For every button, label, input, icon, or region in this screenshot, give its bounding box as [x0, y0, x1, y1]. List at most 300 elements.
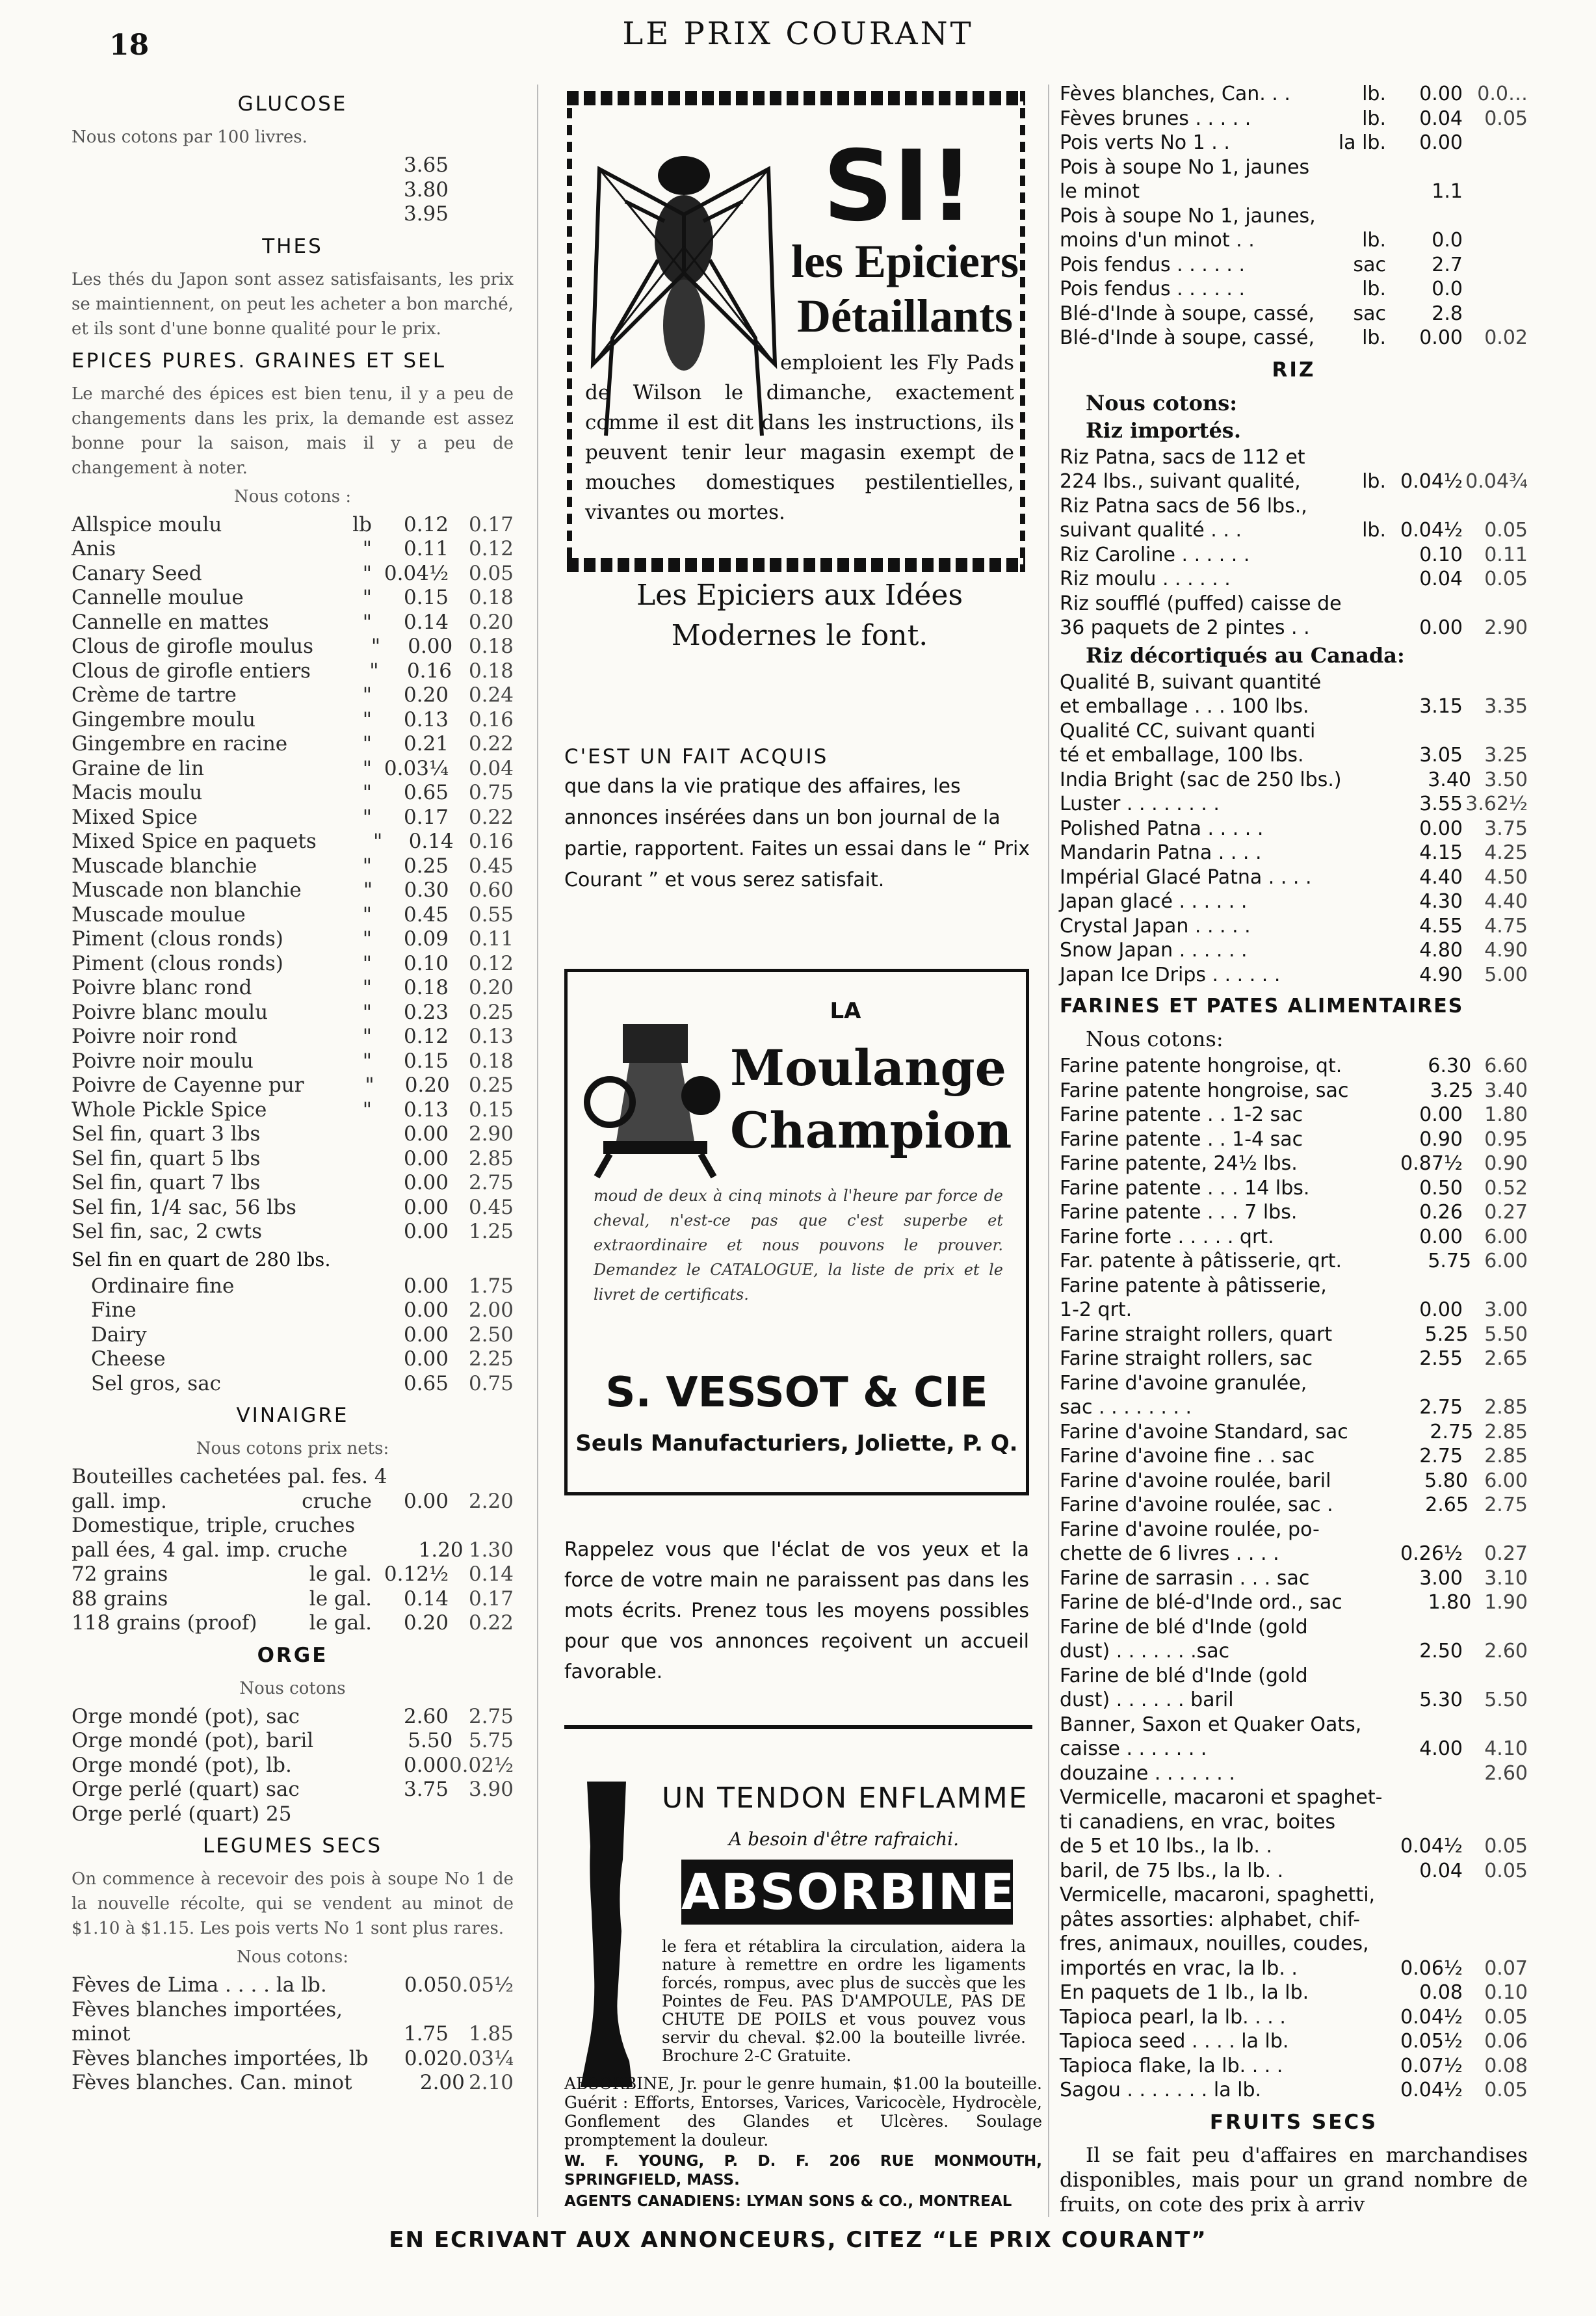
price-row: [1060, 1444, 1528, 1469]
price-low: 0.20: [403, 683, 449, 707]
item-name: Blé-d'Inde à soupe, cassé,: [1060, 302, 1315, 325]
price-row: [1060, 469, 1528, 494]
price-high: 6.00: [1484, 1469, 1528, 1492]
price-row: [72, 1196, 514, 1220]
column-divider: [537, 85, 538, 2217]
price-low: 1.75: [403, 2022, 449, 2046]
price-row: [72, 537, 514, 562]
item-name: Sel fin, sac, 2 cwts: [72, 1220, 263, 1243]
item-name: Farine patente hongroise, qt.: [1060, 1055, 1342, 1077]
price-low: 0.00: [403, 1195, 449, 1219]
price-high: 0.27: [1484, 1201, 1528, 1224]
item-unit: ": [362, 683, 372, 707]
price-low: 0.00: [403, 1146, 449, 1170]
item-name: Orge mondé (pot), sac: [72, 1704, 300, 1728]
fait-text: que dans la vie pratique des affaires, les annonces insérées dans un bon journal de la partie, rapportent. Faites un essai dans le “ Prix Courant ” et vous serez satisfait.: [564, 775, 1030, 891]
orge-sub: Nous cotons: [239, 1678, 346, 1698]
item-name: Crème de tartre: [72, 683, 237, 707]
item-unit: lb: [352, 512, 372, 536]
price-low: 0.05½: [1400, 2030, 1463, 2053]
price-low: 0.15: [403, 586, 449, 609]
item-name: Fèves blanches importées,: [72, 1997, 343, 2021]
price-low: 2.75: [1419, 1445, 1463, 1467]
item-name: Farine patente à pâtisserie,: [1060, 1274, 1327, 1297]
price-high: 3.40: [1484, 1079, 1528, 1102]
item-name: Sagou . . . . . . . la lb.: [1060, 2079, 1262, 2101]
absorbine-logo: ABSORBINE: [681, 1860, 1013, 1925]
price-low: 3.00: [1419, 1566, 1463, 1590]
price-row: [72, 854, 514, 879]
price-low: 0.0: [1432, 278, 1463, 300]
price-low: 0.12½: [384, 1562, 449, 1586]
price-high: 0.12: [468, 951, 514, 975]
price-low: 0.00: [403, 1347, 449, 1371]
price-high: 3.90: [468, 1778, 514, 1801]
price-row: [1060, 592, 1528, 616]
price-high: 0.25: [468, 1073, 514, 1097]
item-unit: ": [371, 635, 381, 658]
item-name: Farine de blé d'Inde (gold: [1060, 1664, 1308, 1687]
price-row: [72, 1490, 514, 1514]
absorbine-address: W. F. YOUNG, P. D. F. 206 RUE MONMOUTH, SPRINGFIELD, MASS.: [564, 2153, 1042, 2189]
price-low: 0.17: [403, 805, 449, 829]
price-high: 0.15: [468, 1098, 514, 1122]
price-low: 0.00: [1419, 83, 1463, 105]
price-row: [1060, 1322, 1528, 1347]
price-high: 0.11: [468, 927, 514, 951]
column-right: [1060, 82, 1528, 2217]
price-row: [72, 1025, 514, 1049]
item-name: sac . . . . . . . .: [1060, 1396, 1192, 1419]
price-row: [1060, 1664, 1528, 1689]
price-low: 0.00: [1419, 616, 1463, 639]
item-name: Farine de blé-d'Inde ord., sac: [1060, 1591, 1342, 1614]
item-unit: ": [363, 878, 373, 902]
item-name: Riz Caroline . . . . . .: [1060, 543, 1250, 566]
price-low: 0.20: [404, 1073, 450, 1097]
price-row: [1060, 2005, 1528, 2030]
price-high: 0.90: [1484, 1152, 1528, 1175]
price-high: 0.04¾: [1465, 470, 1528, 493]
item-name: Pois verts No 1 . .: [1060, 131, 1230, 154]
price-low: 2.60: [403, 1704, 449, 1728]
price-low: 2.55: [1419, 1347, 1463, 1370]
price-row: [91, 1372, 514, 1397]
item-name: et emballage . . . 100 lbs.: [1060, 695, 1309, 718]
price-row: [1060, 1079, 1528, 1103]
price-row: [72, 1098, 514, 1123]
fait-acquis-notice: [564, 745, 1036, 896]
item-unit: ": [362, 537, 372, 560]
price-low: 0.30: [404, 878, 449, 902]
price-low: 4.55: [1419, 914, 1463, 938]
price-low: 5.25: [1424, 1322, 1469, 1346]
price-low: 0.00: [1419, 326, 1463, 349]
item-name: Whole Pickle Spice: [72, 1098, 267, 1122]
price-row: [72, 562, 514, 586]
item-unit: ": [362, 586, 372, 609]
price-row: [1060, 1274, 1528, 1298]
price-row: [1060, 719, 1528, 744]
price-low: 2.7: [1432, 253, 1463, 276]
item-name: Japan Ice Drips . . . . . .: [1060, 963, 1281, 986]
item-name: Poivre noir moulu: [72, 1049, 254, 1073]
price-row: [1060, 131, 1528, 155]
price-row: [1060, 1980, 1528, 2005]
price-row: [72, 878, 514, 903]
item-name: le minot: [1060, 180, 1140, 203]
riz-list: [1060, 445, 1528, 640]
price-row: [72, 153, 514, 178]
price-high: 6.60: [1484, 1055, 1528, 1077]
price-low: 0.04½: [384, 561, 449, 585]
item-name: Luster . . . . . . . .: [1060, 793, 1220, 815]
si-headline: SI!: [822, 130, 975, 243]
section-title-vinaigre: VINAIGRE: [236, 1404, 349, 1427]
item-unit: ": [362, 927, 372, 951]
item-name: Clous de girofle entiers: [72, 659, 311, 683]
item-name: Riz moulu . . . . . .: [1060, 568, 1231, 590]
item-name: Farine d'avoine Standard, sac: [1060, 1420, 1348, 1443]
grinding-mill-icon: [584, 1011, 727, 1180]
price-row: [1060, 670, 1528, 695]
item-name: de 5 et 10 lbs., la lb. .: [1060, 1835, 1272, 1858]
item-name: Polished Patna . . . . .: [1060, 817, 1264, 840]
price-low: 0.10: [1419, 543, 1463, 566]
price-low: 0.04½: [1400, 1835, 1463, 1858]
item-name: Pois fendus . . . . . .: [1060, 253, 1246, 276]
price-row: [72, 927, 514, 952]
price-row: [1060, 841, 1528, 865]
price-row: [72, 1220, 514, 1244]
price-row: [1060, 1810, 1528, 1835]
price-high: 3.50: [1484, 768, 1528, 791]
price-high: 2.85: [1484, 1445, 1528, 1467]
section-title-orge: ORGE: [257, 1643, 328, 1667]
price-low: 0.50: [1419, 1176, 1463, 1200]
price-row: [72, 1001, 514, 1025]
price-high: 5.75: [468, 1729, 514, 1752]
price-row: [72, 781, 514, 806]
price-row: [1060, 1615, 1528, 1640]
price-row: [1060, 543, 1528, 568]
item-name: Farine d'avoine roulée, baril: [1060, 1469, 1331, 1492]
price-row: [1060, 253, 1528, 278]
item-unit: cruche: [302, 1489, 372, 1513]
item-name: Fèves blanches. Can. minot: [72, 2071, 352, 2094]
price-row: [1060, 963, 1528, 988]
item-name: Sel fin, quart 3 lbs: [72, 1122, 261, 1146]
vessot-company: S. VESSOT & CIE: [605, 1369, 988, 1417]
section-title-glucose: GLUCOSE: [237, 92, 348, 116]
price-row: [1060, 1151, 1528, 1176]
item-name: Farine patente . . . 14 lbs.: [1060, 1176, 1310, 1200]
farines-list: [1060, 1054, 1528, 2103]
item-unit: ": [362, 976, 372, 999]
price-high: 3.75: [1484, 817, 1528, 840]
item-name: 88 grains: [72, 1586, 168, 1611]
price-row: [1060, 1566, 1528, 1591]
price-high: 0.18: [468, 635, 514, 658]
price-high: 0.11: [1484, 543, 1528, 566]
item-name: Orge mondé (pot), lb.: [72, 1753, 292, 1777]
item-name: Farine patente, 24½ lbs.: [1060, 1152, 1298, 1175]
item-unit: ": [362, 1049, 372, 1073]
item-name: 118 grains (proof): [72, 1611, 257, 1635]
page-number: 18: [109, 29, 150, 62]
price-low: 0.45: [403, 902, 449, 927]
price-high: 2.85: [1484, 1420, 1528, 1443]
price-high: 0.75: [468, 781, 514, 804]
price-row: [1060, 567, 1528, 592]
price-high: 0.06: [1484, 2030, 1528, 2053]
item-unit: lb.: [1362, 470, 1386, 493]
border-top: [567, 91, 1025, 105]
price-row: [1060, 518, 1528, 543]
price-low: 0.04: [1419, 107, 1463, 130]
item-name: Poivre noir rond: [72, 1025, 238, 1048]
legumes-note: On commence à recevoir des pois à soupe No 1 de la nouvelle récolte, qui se vendent au minot de $1.10 à $1.15. Les pois verts No 1 sont plus rares.: [72, 1869, 514, 1938]
item-name: Mandarin Patna . . . .: [1060, 841, 1262, 864]
price-row: [72, 903, 514, 928]
moulange-la: LA: [830, 998, 861, 1024]
price-high: 0.05: [1484, 2005, 1528, 2029]
price-row: [91, 1347, 514, 1372]
price-low: 0.00: [408, 635, 453, 658]
price-high: 0.18: [468, 659, 514, 683]
price-high: 5.50: [1484, 1689, 1528, 1711]
price-low: 4.90: [1419, 963, 1463, 986]
price-row: [72, 659, 514, 684]
price-row: [91, 1323, 514, 1348]
absorbine-agents: AGENTS CANADIENS: LYMAN SONS & CO., MONTREAL: [564, 2193, 1012, 2210]
price-low: 0.00: [403, 1322, 449, 1347]
price-row: [72, 757, 514, 782]
sel-title: Sel fin en quart de 280 lbs.: [72, 1248, 331, 1270]
price-row: [1060, 445, 1528, 470]
price-low: 2.50: [1419, 1640, 1463, 1663]
item-name: Pois à soupe No 1, jaunes: [1060, 155, 1310, 179]
price-row: [72, 1729, 514, 1754]
item-name: Orge perlé (quart) sac: [72, 1778, 300, 1801]
price-row: [1060, 2029, 1528, 2054]
price-high: 0.22: [468, 1611, 514, 1635]
item-name: Banner, Saxon et Quaker Oats,: [1060, 1713, 1362, 1736]
price-row: [1060, 2078, 1528, 2103]
item-name: Riz Patna, sacs de 112 et: [1060, 445, 1305, 469]
item-unit: lb.: [1362, 278, 1386, 300]
price-high: 2.75: [1484, 1494, 1528, 1516]
price-row: [72, 806, 514, 830]
item-unit: ": [362, 1025, 372, 1048]
vessot-sub: Seuls Manufacturiers, Joliette, P. Q.: [575, 1430, 1018, 1456]
price-high: 0.05: [1484, 2079, 1528, 2101]
price-row: [72, 732, 514, 757]
price-high: 0.10: [1484, 1981, 1528, 2004]
riz-sub2: Riz importés.: [1086, 417, 1241, 443]
moulange-title-1: Moulange: [730, 1039, 1006, 1097]
price-low: 0.00: [403, 1489, 449, 1513]
absorbine-headline: UN TENDON ENFLAMME: [662, 1782, 1028, 1815]
price-low: 0.00: [403, 1220, 449, 1243]
price-high: 0.05: [1484, 519, 1528, 542]
price-high: 6.00: [1484, 1250, 1528, 1272]
price-low: 0.20: [403, 1611, 449, 1635]
price-low: 0.00: [403, 1298, 449, 1322]
item-name: Cannelle moulue: [72, 586, 244, 609]
price-low: 0.26½: [1400, 1542, 1463, 1565]
price-low: 0.00: [1419, 1225, 1463, 1248]
section-title-epices: EPICES PURES. GRAINES ET SEL: [72, 349, 446, 373]
page-footer: EN ECRIVANT AUX ANNONCEURS, CITEZ “LE PRIX COURANT”: [389, 2227, 1207, 2253]
price-row: [1060, 107, 1528, 131]
item-unit: ": [362, 902, 372, 927]
price-row: [1060, 1908, 1528, 1932]
price-row: [1060, 228, 1528, 253]
item-name: 72 grains: [72, 1562, 168, 1586]
price-low: 0.04: [1419, 568, 1463, 590]
section-title-fruits: FRUITS SECS: [1209, 2110, 1378, 2134]
price-high: 0.05: [1484, 1859, 1528, 1882]
price-high: 4.90: [1484, 939, 1528, 962]
price-high: 3.10: [1484, 1566, 1528, 1590]
price-row: [1060, 1713, 1528, 1737]
price-high: 4.75: [1484, 914, 1528, 938]
price-high: 6.00: [1484, 1225, 1528, 1248]
item-name: gall. imp.: [72, 1489, 167, 1513]
price-row: [1060, 1420, 1528, 1445]
price-low: 0.15: [403, 1049, 449, 1073]
section-title-farines: FARINES ET PATES ALIMENTAIRES: [1060, 995, 1464, 1018]
price-low: 0.12: [403, 1025, 449, 1048]
price-low: 0.05: [404, 1973, 449, 1997]
item-name: Blé-d'Inde à soupe, cassé,: [1060, 326, 1315, 349]
price-row: [1060, 1469, 1528, 1494]
item-name: Mixed Spice en paquets: [72, 830, 317, 853]
price-high: 2.50: [468, 1322, 514, 1347]
item-name: Tapioca flake, la lb. . . .: [1060, 2054, 1283, 2077]
item-unit: ": [362, 561, 372, 585]
item-name: Snow Japan . . . . . .: [1060, 939, 1248, 962]
orge-list: [72, 1705, 514, 1827]
item-name: Impérial Glacé Patna . . . .: [1060, 865, 1312, 889]
item-unit: lb.: [1362, 519, 1386, 542]
item-name: Ordinaire fine: [91, 1274, 235, 1298]
item-unit: lb.: [1362, 107, 1386, 130]
item-name: Fèves blanches importées, lb: [72, 2046, 369, 2070]
vinaigre-note: Nous cotons prix nets:: [196, 1439, 389, 1458]
price-row: [1060, 1395, 1528, 1420]
price-high: 3.25: [1484, 744, 1528, 767]
item-name: baril, de 75 lbs., la lb. .: [1060, 1859, 1284, 1882]
absorbine-jr-text: ABSORBINE, Jr. pour le genre humain, $1.00 la bouteille. Guérit : Efforts, Entorses, Varices, Varicocèle, Hydrocèle, Gonflement des Glandes et Ulcères. Soulage promptement la douleur.: [564, 2074, 1042, 2150]
horizontal-rule: [564, 1725, 1032, 1729]
item-name: Poivre blanc rond: [72, 976, 252, 999]
section-title-thes: THES: [262, 234, 323, 258]
item-name: importés en vrac, la lb. .: [1060, 1956, 1298, 1980]
item-unit: ": [362, 1000, 372, 1024]
price-low: 2.75: [1430, 1420, 1474, 1443]
legumes-list: [72, 1973, 514, 2096]
price-low: 0.65: [403, 1371, 449, 1395]
farines-sub: Nous cotons:: [1086, 1027, 1223, 1051]
price-high: 1.75: [468, 1274, 514, 1298]
price-row: [1060, 1590, 1528, 1615]
item-name: Farine patente . . 1-2 sac: [1060, 1103, 1303, 1126]
price-high: 0.14: [468, 1562, 514, 1586]
price-row: [1060, 1103, 1528, 1127]
price-low: 5.50: [408, 1729, 453, 1752]
item-unit: le gal.: [309, 1586, 372, 1611]
item-name: Sel gros, sac: [91, 1371, 222, 1395]
price-row: [72, 178, 514, 203]
section-title-riz: RIZ: [1272, 358, 1316, 382]
column-left: [72, 85, 514, 2096]
item-name: En paquets de 1 lb., la lb.: [1060, 1981, 1309, 2004]
price-low: 5.30: [1419, 1689, 1463, 1711]
price-low: 0.06½: [1400, 1956, 1463, 1980]
riz-sub3: Riz décortiqués au Canada:: [1086, 642, 1405, 668]
item-unit: le gal.: [309, 1611, 372, 1635]
item-name: Farine patente . . . 7 lbs.: [1060, 1201, 1298, 1224]
price-row: [1060, 179, 1528, 204]
price-high: 0.17: [468, 512, 514, 536]
price-low: 6.30: [1428, 1055, 1472, 1077]
item-name: douzaine . . . . . . .: [1060, 1761, 1235, 1785]
item-name: 224 lbs., suivant qualité,: [1060, 470, 1301, 493]
item-name: pâtes assorties: alphabet, chif-: [1060, 1908, 1361, 1931]
price-row: [1060, 817, 1528, 841]
price-row: [72, 1514, 514, 1538]
item-name: India Bright (sac de 250 lbs.): [1060, 768, 1342, 791]
epices-sub: Nous cotons :: [233, 486, 352, 507]
price-low: 0.00: [1419, 1103, 1463, 1126]
price-row: [1060, 889, 1528, 914]
price-high: 2.10: [468, 2071, 514, 2094]
price-low: 0.04½: [1400, 2005, 1463, 2029]
price-high: 2.90: [468, 1122, 514, 1146]
price-low: 3.40: [1428, 768, 1471, 791]
item-unit: ": [362, 951, 372, 975]
item-unit: ": [362, 707, 372, 731]
price-row: [1060, 1859, 1528, 1884]
price-low: 0.0: [1432, 229, 1463, 252]
item-name: Pois à soupe No 1, jaunes,: [1060, 204, 1316, 228]
headline-line2: Détaillants: [797, 290, 1013, 342]
price-high: 0.55: [468, 902, 514, 927]
price-low: 0.16: [406, 659, 452, 683]
price-row: [72, 513, 514, 538]
item-name: Orge mondé (pot), baril: [72, 1729, 314, 1752]
price-row: [72, 1122, 514, 1147]
item-name: Qualité B, suivant quantité: [1060, 670, 1322, 694]
item-name: Riz Patna sacs de 56 lbs.,: [1060, 494, 1307, 518]
price-row: [1060, 694, 1528, 719]
horse-leg-icon: [577, 1782, 636, 2087]
price-low: 0.04½: [1400, 2079, 1463, 2101]
price-row: [1060, 1371, 1528, 1396]
item-unit: sac: [1353, 302, 1387, 325]
price-high: 0.45: [468, 1195, 514, 1219]
price-high: 0.22: [468, 805, 514, 829]
section-title-legumes: LEGUMES SECS: [202, 1834, 383, 1858]
price-row: [72, 1465, 514, 1490]
item-unit: ": [362, 610, 372, 634]
fruits-text: Il se fait peu d'affaires en marchandises disponibles, mais pour un grand nombre de fruits, on cote des prix à arriv: [1060, 2143, 1528, 2217]
item-name: ti canadiens, en vrac, boites: [1060, 1810, 1336, 1834]
price-low: 4.15: [1419, 841, 1463, 864]
price-high: 0.20: [468, 976, 514, 999]
